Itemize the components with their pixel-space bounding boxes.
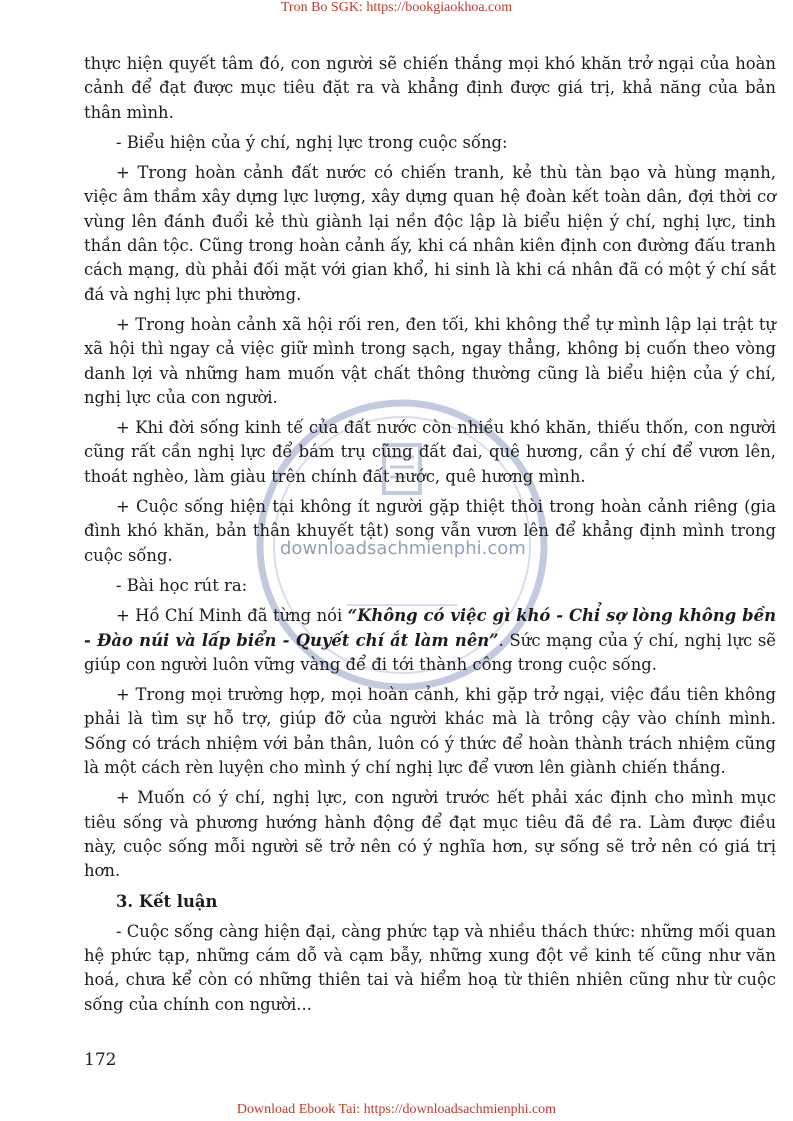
paragraph: + Trong mọi trường hợp, mọi hoàn cảnh, khi gặp trở ngại, việc đầu tiên không phải là tìm sự hỗ trợ, giúp đỡ của người khác mà là trông cậy vào chính mình. Sống có trách nhiệm với bản thân, luôn có ý thức để hoàn thành trách nhiệm cũng là một cách rèn luyện cho mình ý chí nghị lực để vươn lên giành chiến thắng. [84,685,776,778]
footer-link[interactable]: Download Ebook Tai: https://downloadsachmienphi.com [236,1102,557,1117]
watermark-text: downloadsachmienphi.com [280,538,526,559]
paragraph: - Cuộc sống càng hiện đại, càng phức tạp và nhiều thách thức: những mối quan hệ phức tạp, những cám dỗ và cạm bẫy, những xung đột về kinh tế cũng như văn hoá, chưa kể còn có những thiên tai và hiểm hoạ từ thiên nhiên cũng như từ cuộc sống của chính con người... [84,921,776,1014]
quote-lead: + Hồ Chí Minh đã từng nói [116,606,348,626]
quote-paragraph [84,604,776,677]
quote-text: “Không có việc gì khó - Chỉ sợ lòng không bền - Đào núi và lấp biển - Quyết chí ắt làm nên” [84,606,776,650]
paragraph: + Muốn có ý chí, nghị lực, con người trước hết phải xác định cho mình mục tiêu sống và phương hướng hành động để đạt mục tiêu đã đề ra. Làm được điều này, cuộc sống mỗi người sẽ trở nên có ý nghĩa hơn, sự sống sẽ trở nên có giá trị hơn. [84,788,776,881]
paragraph: + Khi đời sống kinh tế của đất nước còn nhiều khó khăn, thiếu thốn, con người cũng rất cần nghị lực để bám trụ cũng đất đai, quê hương, cần ý chí để vươn lên, thoát nghèo, làm giàu trên chính đất nước, quê hương mình. [84,418,776,486]
header-link[interactable]: Tron Bo SGK: https://bookgiaokhoa.com [280,0,513,15]
page-body [84,52,776,1023]
paragraph: + Cuộc sống hiện tại không ít người gặp thiệt thòi trong hoàn cảnh riêng (gia đình khó khăn, bản thân khuyết tật) song vẫn vươn lên để khẳng định mình trong cuộc sống. [84,497,776,565]
paragraph: - Biểu hiện của ý chí, nghị lực trong cuộc sống: [116,132,508,152]
quote-tail: . Sức mạng của ý chí, nghị lực sẽ giúp con người luôn vững vàng để đi tới thành công trong cuộc sống. [84,630,776,674]
paragraph: thực hiện quyết tâm đó, con người sẽ chiến thắng mọi khó khăn trở ngại của hoàn cảnh để đạt được mục tiêu đặt ra và khẳng định được giá trị, khả năng của bản thân mình. [84,54,776,122]
section-heading: 3. Kết luận [116,891,218,911]
page-number: 172 [84,1050,117,1070]
paragraph: + Trong hoàn cảnh xã hội rối ren, đen tối, khi không thể tự mình lập lại trật tự xã hội thì ngay cả việc giữ mình trong sạch, ngay thẳng, không bị cuốn theo vòng danh lợi và những ham muốn vật chất thông thường cũng là biểu hiện của ý chí, nghị lực của con người. [84,314,776,407]
paragraph: - Bài học rút ra: [116,575,248,595]
paragraph: + Trong hoàn cảnh đất nước có chiến tranh, kẻ thù tàn bạo và hùng mạnh, việc âm thầm xây dựng lực lượng, xây dựng quan hệ đoàn kết toàn dân, đợi thời cơ vùng lên đánh đuổi kẻ thù giành lại nền độc lập là biểu hiện ý chí, nghị lực, tinh thần dân tộc. Cũng trong hoàn cảnh ấy, khi cá nhân kiên định con đường đấu tranh cách mạng, dù phải đối mặt với gian khổ, hi sinh là khi cá nhân đã có một ý chí sắt đá và nghị lực phi thường. [84,163,776,304]
